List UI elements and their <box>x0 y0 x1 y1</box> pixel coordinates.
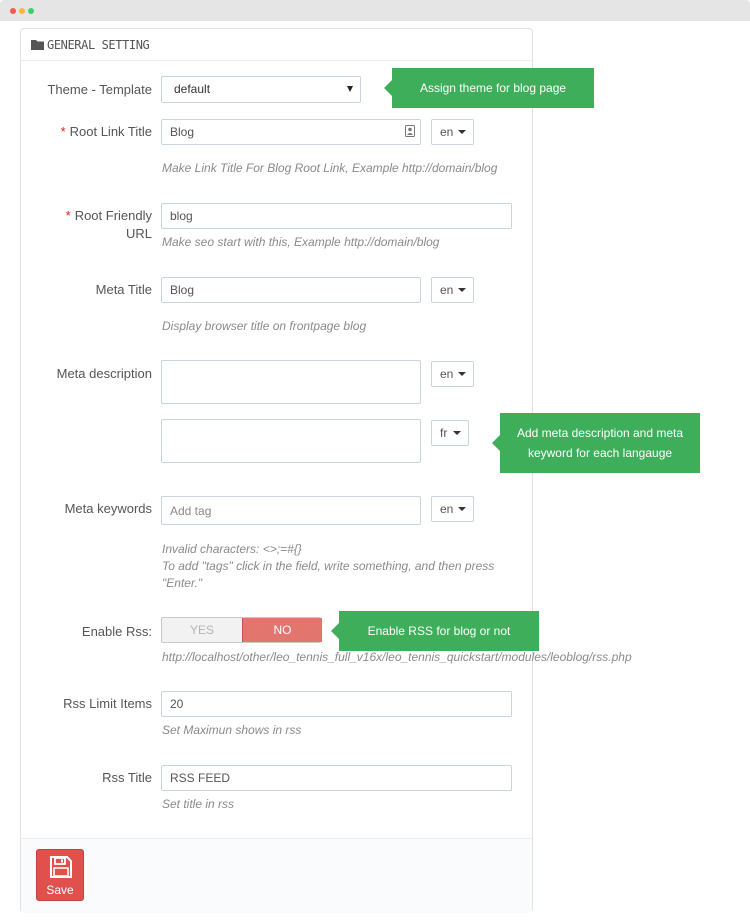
tooltip-meta-text: Add meta description and meta keyword for each langauge <box>516 426 684 460</box>
enable-rss-label: Enable Rss: <box>81 624 152 639</box>
chevron-down-icon <box>458 372 466 376</box>
lang-code: en <box>440 367 454 381</box>
required-asterisk: * <box>65 208 71 223</box>
root-friendly-url-label-line1: Root Friendly <box>74 208 152 223</box>
meta-keywords-label: Meta keywords <box>64 501 152 516</box>
meta-keywords-help-enter: "Enter." <box>162 576 203 590</box>
meta-title-help: Display browser title on frontpage blog <box>162 319 367 333</box>
root-link-title-input[interactable] <box>161 119 421 145</box>
tooltip-rss <box>339 611 539 651</box>
folder-icon <box>31 39 44 50</box>
meta-description-fr-textarea[interactable] <box>161 419 421 463</box>
root-link-title-label-text: Root Link Title <box>69 124 152 139</box>
tooltip-meta <box>500 413 700 473</box>
rss-yes-option[interactable]: YES <box>189 623 214 637</box>
theme-template-select[interactable] <box>161 76 361 103</box>
meta-keywords-tag-input[interactable] <box>161 496 421 525</box>
root-link-title-help: Make Link Title For Blog Root Link, Example http://domain/blog <box>162 161 498 175</box>
save-button[interactable] <box>36 849 84 901</box>
chevron-down-icon <box>453 431 461 435</box>
browser-window-bar <box>0 0 750 21</box>
rss-limit-items-label: Rss Limit Items <box>63 696 152 711</box>
meta-keywords-lang-dropdown[interactable] <box>431 496 474 522</box>
meta-description-label: Meta description <box>56 366 152 381</box>
minimize-window-dot[interactable] <box>19 8 25 14</box>
root-friendly-url-label-line2: URL <box>125 226 152 241</box>
theme-template-value: default <box>174 82 211 96</box>
theme-template-label: Theme - Template <box>47 82 152 97</box>
meta-description-en-textarea[interactable] <box>161 360 421 404</box>
rss-limit-items-input[interactable] <box>161 691 512 717</box>
rss-url-clip <box>162 648 632 668</box>
close-window-dot[interactable] <box>10 8 16 14</box>
lang-code: en <box>440 502 454 516</box>
save-floppy-icon <box>49 855 73 879</box>
meta-keywords-help-instructions: To add "tags" click in the field, write something, and then press <box>162 559 495 573</box>
meta-keywords-help-invalid: Invalid characters: <>;=#{} <box>162 542 302 556</box>
tooltip-rss-text: Enable RSS for blog or not <box>367 624 511 638</box>
root-link-title-label <box>2 123 152 141</box>
chevron-down-icon <box>458 507 466 511</box>
select-caret-icon <box>347 86 353 92</box>
meta-title-input[interactable] <box>161 277 421 303</box>
tooltip-theme-text: Assign theme for blog page <box>419 81 567 95</box>
required-asterisk: * <box>60 124 66 139</box>
rss-title-help: Set title in rss <box>162 797 235 811</box>
meta-description-lang-dropdown-fr[interactable] <box>431 420 469 446</box>
contact-card-icon <box>405 125 415 137</box>
tooltip-theme <box>392 68 594 108</box>
rss-url-help: http://localhost/other/leo_tennis_full_v16x/leo_tennis_quickstart/modules/leoblog/rss.php <box>162 650 632 664</box>
panel-heading <box>21 29 532 61</box>
rss-title-input[interactable] <box>161 765 512 791</box>
lang-code: en <box>440 283 454 297</box>
root-friendly-url-help: Make seo start with this, Example http://domain/blog <box>162 235 440 249</box>
panel-footer <box>21 838 532 913</box>
chevron-down-icon <box>458 130 466 134</box>
panel-title: GENERAL SETTING <box>47 38 150 52</box>
enable-rss-toggle[interactable] <box>161 617 321 643</box>
root-friendly-url-label <box>2 207 152 243</box>
rss-limit-items-help: Set Maximun shows in rss <box>162 723 302 737</box>
save-label: Save <box>46 883 74 897</box>
lang-code: fr <box>440 426 448 440</box>
root-link-title-lang-dropdown[interactable] <box>431 119 474 145</box>
lang-code: en <box>440 125 454 139</box>
rss-title-label: Rss Title <box>102 770 152 785</box>
maximize-window-dot[interactable] <box>28 8 34 14</box>
meta-title-lang-dropdown[interactable] <box>431 277 474 303</box>
meta-description-lang-dropdown-en[interactable] <box>431 361 474 387</box>
rss-no-option[interactable]: NO <box>242 618 322 642</box>
meta-title-label: Meta Title <box>95 282 152 297</box>
root-friendly-url-input[interactable] <box>161 203 512 229</box>
chevron-down-icon <box>458 288 466 292</box>
